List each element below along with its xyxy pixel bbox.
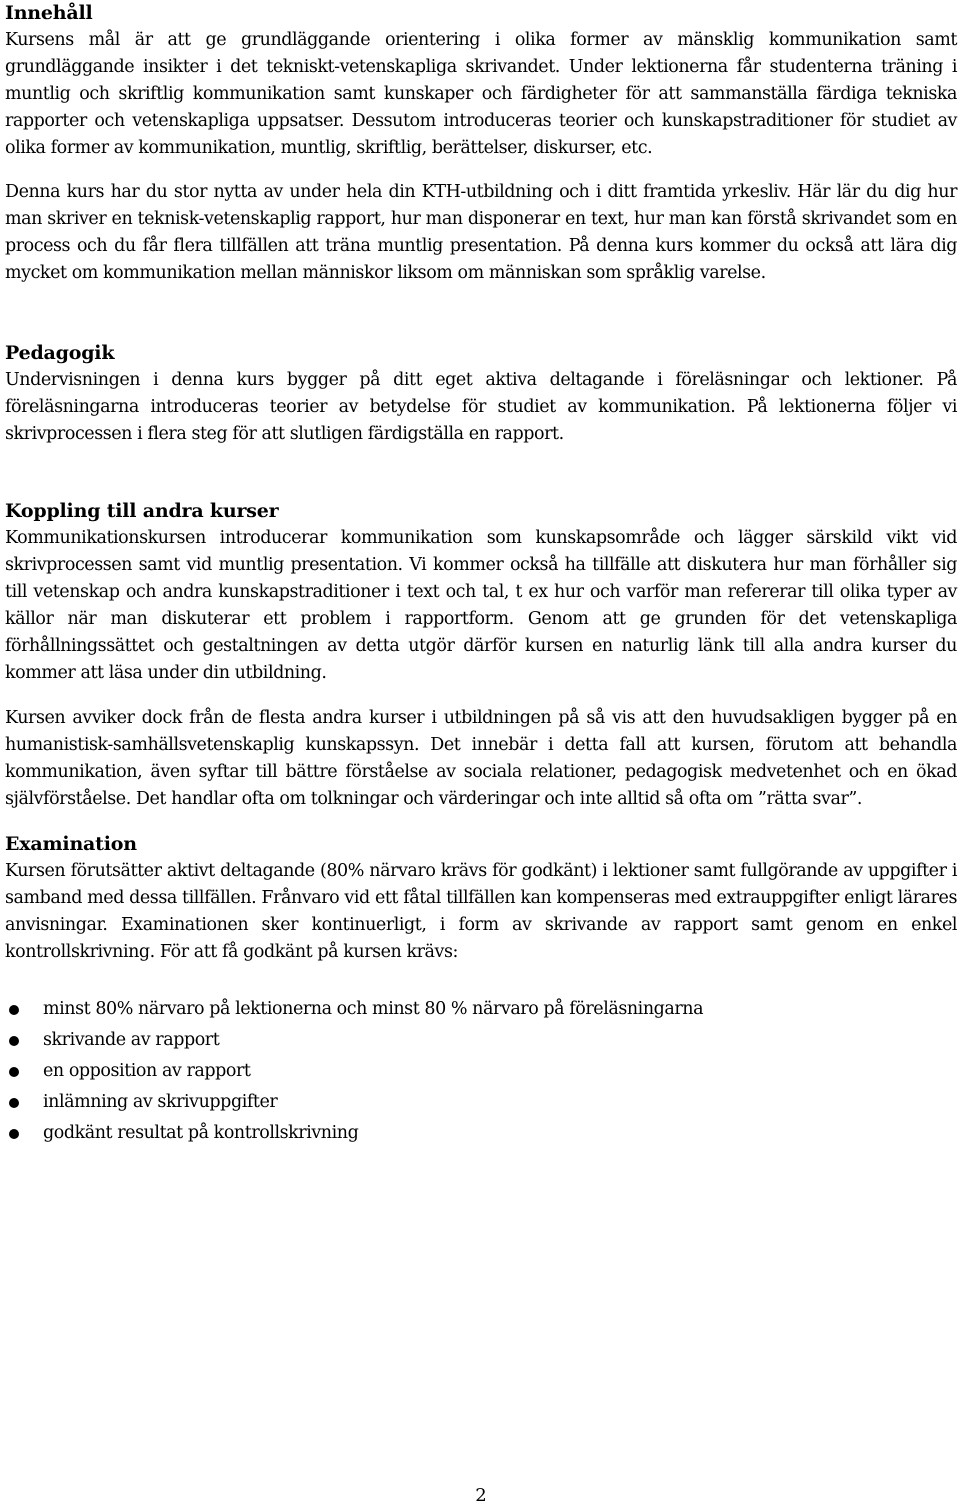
list-item-text: inlämning av skrivuppgifter: [43, 1092, 278, 1112]
heading-pedagogik: Pedagogik: [5, 342, 115, 364]
paragraph-koppling-1: Kommunikationskursen introducerar kommunikation som kunskapsområde och lägger särskild vikt vid skrivprocessen samt vid muntlig presentation. Vi kommer också ha tillfälle att diskutera hur man förhåller sig till vetenskap och andra kunskapstraditioner i text och tal, t ex hur och varför man refererar till olika typer av källor när man diskuterar ett problem i rapportform. Genom att ge grunden för det vetenskapliga förhållningssättet och gestaltningen av detta utgör därför kursen en naturlig länk till alla andra kurser du kommer att läsa under din utbildning.: [5, 528, 957, 683]
bullet-icon: [9, 1005, 19, 1015]
section-koppling: [5, 498, 957, 813]
heading-koppling: Koppling till andra kurser: [5, 500, 279, 522]
paragraph-innehall-2: Denna kurs har du stor nytta av under hela din KTH-utbildning och i ditt framtida yrkesliv. Här lär du dig hur man skriver en teknisk-vetenskaplig rapport, hur man disponerar en text, hur man kan förstå skrivandet som en process och du får flera tillfällen att träna muntlig presentation. På denna kurs kommer du också att lära dig mycket om kommunikation mellan människor liksom om människan som språklig varelse.: [5, 182, 957, 283]
bullet-icon: [9, 1036, 19, 1046]
heading-examination: Examination: [5, 833, 137, 855]
document-page: [5, 0, 957, 1508]
requirements-list: [5, 994, 957, 1149]
page-number: 2: [475, 1485, 487, 1506]
list-item: [5, 1118, 957, 1149]
paragraph-koppling-2: Kursen avviker dock från de flesta andra kurser i utbildningen på så vis att den huvudsakligen bygger på en humanistisk-samhällsvetenskaplig kunskapssyn. Det innebär i detta fall att kursen, förutom att behandla kommunikation, även syftar till bättre förståelse av sociala relationer, pedagogisk medvetenhet och en ökad självförståelse. Det handlar ofta om tolkningar och värderingar och inte alltid så ofta om ”rätta svar”.: [5, 708, 957, 809]
paragraph-pedagogik-1: Undervisningen i denna kurs bygger på ditt eget aktiva deltagande i föreläsningar och lektioner. På föreläsningarna introduceras teorier av betydelse för studiet av kommunikation. På lektionerna följer vi skrivprocessen i flera steg för att slutligen färdigställa en rapport.: [5, 370, 957, 444]
paragraph-examination-1: Kursen förutsätter aktivt deltagande (80% närvaro krävs för godkänt) i lektioner samt fullgörande av uppgifter i samband med dessa tillfällen. Frånvaro vid ett fåtal tillfällen kan kompenseras med extrauppgifter enligt lärares anvisningar. Examinationen sker kontinuerligt, i form av skrivande av rapport samt genom en enkel kontrollskrivning. För att få godkänt på kursen krävs:: [5, 861, 957, 962]
heading-innehall: Innehåll: [5, 2, 93, 24]
list-item-text: godkänt resultat på kontrollskrivning: [43, 1123, 359, 1143]
list-item: [5, 1056, 957, 1087]
bullet-icon: [9, 1098, 19, 1108]
list-item-text: minst 80% närvaro på lektionerna och minst 80 % närvaro på föreläsningarna: [43, 999, 704, 1019]
section-examination: [5, 831, 957, 1149]
bullet-icon: [9, 1129, 19, 1139]
section-pedagogik: [5, 340, 957, 448]
list-item: [5, 994, 957, 1025]
section-innehall: [5, 0, 957, 287]
list-item-text: en opposition av rapport: [43, 1061, 251, 1081]
list-item: [5, 1087, 957, 1118]
list-item-text: skrivande av rapport: [43, 1030, 220, 1050]
list-item: [5, 1025, 957, 1056]
paragraph-innehall-1: Kursens mål är att ge grundläggande orientering i olika former av mänsklig kommunikation samt grundläggande insikter i det tekniskt-vetenskapliga skrivandet. Under lektionerna får studenterna träning i muntlig och skriftlig kommunikation samt kunskaper och färdigheter för att sammanställa färdiga tekniska rapporter och vetenskapliga uppsatser. Dessutom introduceras teorier och kunskapstraditioner för studiet av olika former av kommunikation, muntlig, skriftlig, berättelser, diskurser, etc.: [5, 30, 957, 158]
bullet-icon: [9, 1067, 19, 1077]
